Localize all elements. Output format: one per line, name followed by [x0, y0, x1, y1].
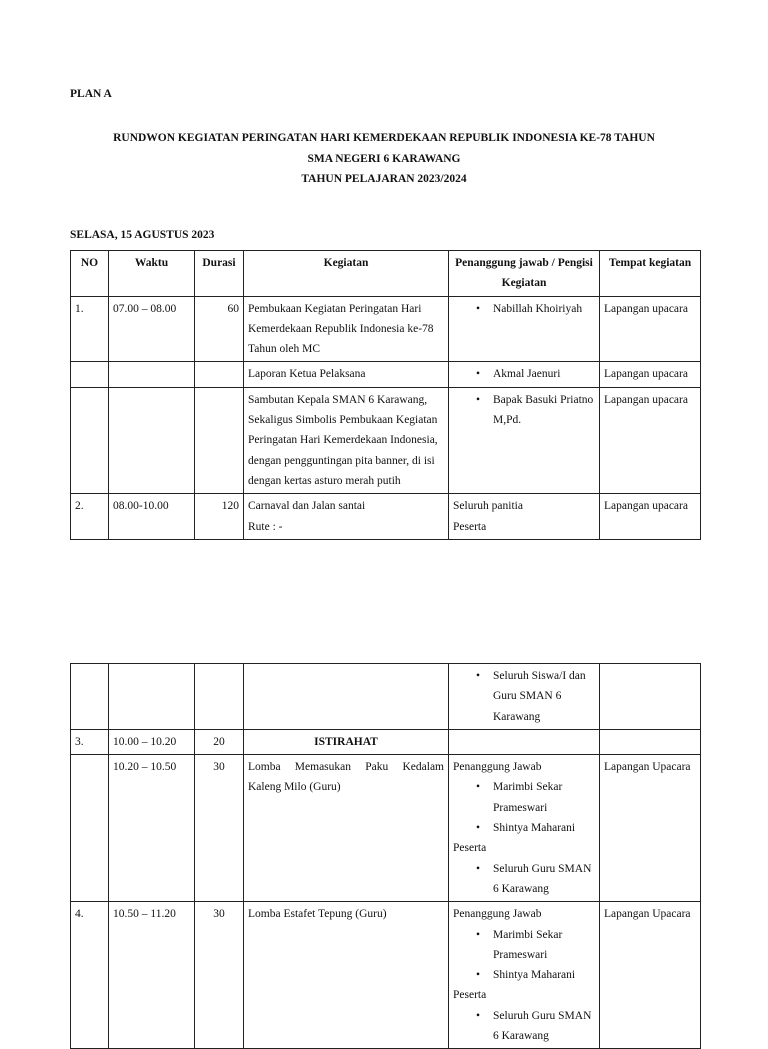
cell-durasi: [195, 387, 244, 493]
cell-pj: [449, 664, 600, 730]
heading-line-3: TAHUN PELAJARAN 2023/2024: [301, 173, 467, 185]
cell-kegiatan: Sambutan Kepala SMAN 6 Karawang, Sekaligus Simbolis Pembukaan Kegiatan Peringatan Hari Kemerdekaan Indonesia, dengan pengguntingan pita banner, di isi dengan kertas asturo merah putih: [244, 387, 449, 493]
heading-line-1: RUNDWON KEGIATAN PERINGATAN HARI KEMERDEKAAN REPUBLIK INDONESIA KE-78 TAHUN: [113, 132, 655, 144]
kegiatan-line: Rute : -: [248, 520, 283, 533]
cell-no: 1.: [71, 296, 109, 362]
pj-line: Peserta: [453, 520, 487, 533]
cell-durasi: [195, 664, 244, 730]
table-row: [71, 755, 701, 902]
schedule-table-2: [70, 663, 701, 1049]
cell-pj: [449, 387, 600, 493]
col-header-no: NO: [71, 251, 109, 297]
cell-kegiatan: Laporan Ketua Pelaksana: [244, 362, 449, 387]
cell-no: [71, 387, 109, 493]
cell-no: [71, 755, 109, 902]
cell-pj: [449, 755, 600, 902]
cell-durasi: 30: [195, 902, 244, 1049]
list-item: • Nabillah Khoiriyah: [493, 299, 595, 319]
cell-waktu: [109, 387, 195, 493]
cell-durasi: 30: [195, 755, 244, 902]
col-header-kegiatan: Kegiatan: [244, 251, 449, 297]
cell-waktu: 10.50 – 11.20: [109, 902, 195, 1049]
pj-label: Penanggung Jawab: [453, 761, 542, 774]
cell-no: 2.: [71, 494, 109, 540]
cell-kegiatan: [244, 494, 449, 540]
cell-waktu: [109, 362, 195, 387]
table-header-row: [71, 251, 701, 297]
cell-tempat: [600, 664, 701, 730]
cell-kegiatan: Pembukaan Kegiatan Peringatan Hari Kemerdekaan Republik Indonesia ke-78 Tahun oleh MC: [244, 296, 449, 362]
table-row: [71, 296, 701, 362]
table-row: [71, 664, 701, 730]
list-item: • Marimbi Sekar Prameswari: [493, 777, 595, 818]
list-item: • Seluruh Guru SMAN 6 Karawang: [493, 1006, 595, 1047]
cell-no: 4.: [71, 902, 109, 1049]
cell-pj: [449, 902, 600, 1049]
cell-no: [71, 362, 109, 387]
cell-kegiatan-istirahat: ISTIRAHAT: [244, 729, 449, 754]
list-item: • Seluruh Siswa/I dan Guru SMAN 6 Karawang: [493, 666, 595, 727]
cell-pj: [449, 296, 600, 362]
cell-pj: [449, 362, 600, 387]
cell-durasi: 120: [195, 494, 244, 540]
col-header-waktu: Waktu: [109, 251, 195, 297]
peserta-label: Peserta: [453, 989, 487, 1002]
cell-kegiatan: [244, 664, 449, 730]
list-item: • Shintya Maharani: [493, 965, 595, 985]
kegiatan-line: Carnaval dan Jalan santai: [248, 500, 366, 513]
heading-line-2: SMA NEGERI 6 KARAWANG: [307, 152, 461, 165]
pj-line: Seluruh panitia: [453, 500, 523, 513]
col-header-tempat: Tempat kegiatan: [600, 251, 701, 297]
cell-tempat: Lapangan upacara: [600, 362, 701, 387]
cell-tempat: Lapangan Upacara: [600, 902, 701, 1049]
cell-tempat: Lapangan Upacara: [600, 755, 701, 902]
cell-tempat: [600, 729, 701, 754]
cell-pj: [449, 494, 600, 540]
table-row: [71, 729, 701, 754]
cell-waktu: 07.00 – 08.00: [109, 296, 195, 362]
cell-kegiatan: Lomba Memasukan Paku Kedalam Kaleng Milo (Guru): [244, 755, 449, 902]
cell-waktu: 10.00 – 10.20: [109, 729, 195, 754]
table-row: [71, 362, 701, 387]
pj-label: Penanggung Jawab: [453, 908, 542, 921]
cell-kegiatan: Lomba Estafet Tepung (Guru): [244, 902, 449, 1049]
cell-durasi: 20: [195, 729, 244, 754]
document-heading: [0, 128, 768, 190]
cell-no: 3.: [71, 729, 109, 754]
date-label: SELASA, 15 AGUSTUS 2023: [70, 229, 215, 241]
cell-durasi: 60: [195, 296, 244, 362]
list-item: • Bapak Basuki Priatno M,Pd.: [493, 390, 595, 431]
list-item: • Akmal Jaenuri: [493, 364, 595, 384]
list-item: • Shintya Maharani: [493, 818, 595, 838]
schedule-table-1: [70, 250, 701, 540]
cell-waktu: 10.20 – 10.50: [109, 755, 195, 902]
list-item: • Seluruh Guru SMAN 6 Karawang: [493, 859, 595, 900]
table-row: [71, 387, 701, 493]
cell-pj: [449, 729, 600, 754]
cell-waktu: 08.00-10.00: [109, 494, 195, 540]
cell-tempat: Lapangan upacara: [600, 296, 701, 362]
cell-tempat: Lapangan upacara: [600, 494, 701, 540]
cell-waktu: [109, 664, 195, 730]
table-row: [71, 494, 701, 540]
cell-durasi: [195, 362, 244, 387]
peserta-label: Peserta: [453, 842, 487, 855]
col-header-penanggung-jawab: Penanggung jawab / Pengisi Kegiatan: [449, 251, 600, 297]
cell-tempat: Lapangan upacara: [600, 387, 701, 493]
col-header-durasi: Durasi: [195, 251, 244, 297]
plan-label: PLAN A: [70, 88, 112, 100]
cell-no: [71, 664, 109, 730]
table-row: [71, 902, 701, 1049]
list-item: • Marimbi Sekar Prameswari: [493, 925, 595, 966]
